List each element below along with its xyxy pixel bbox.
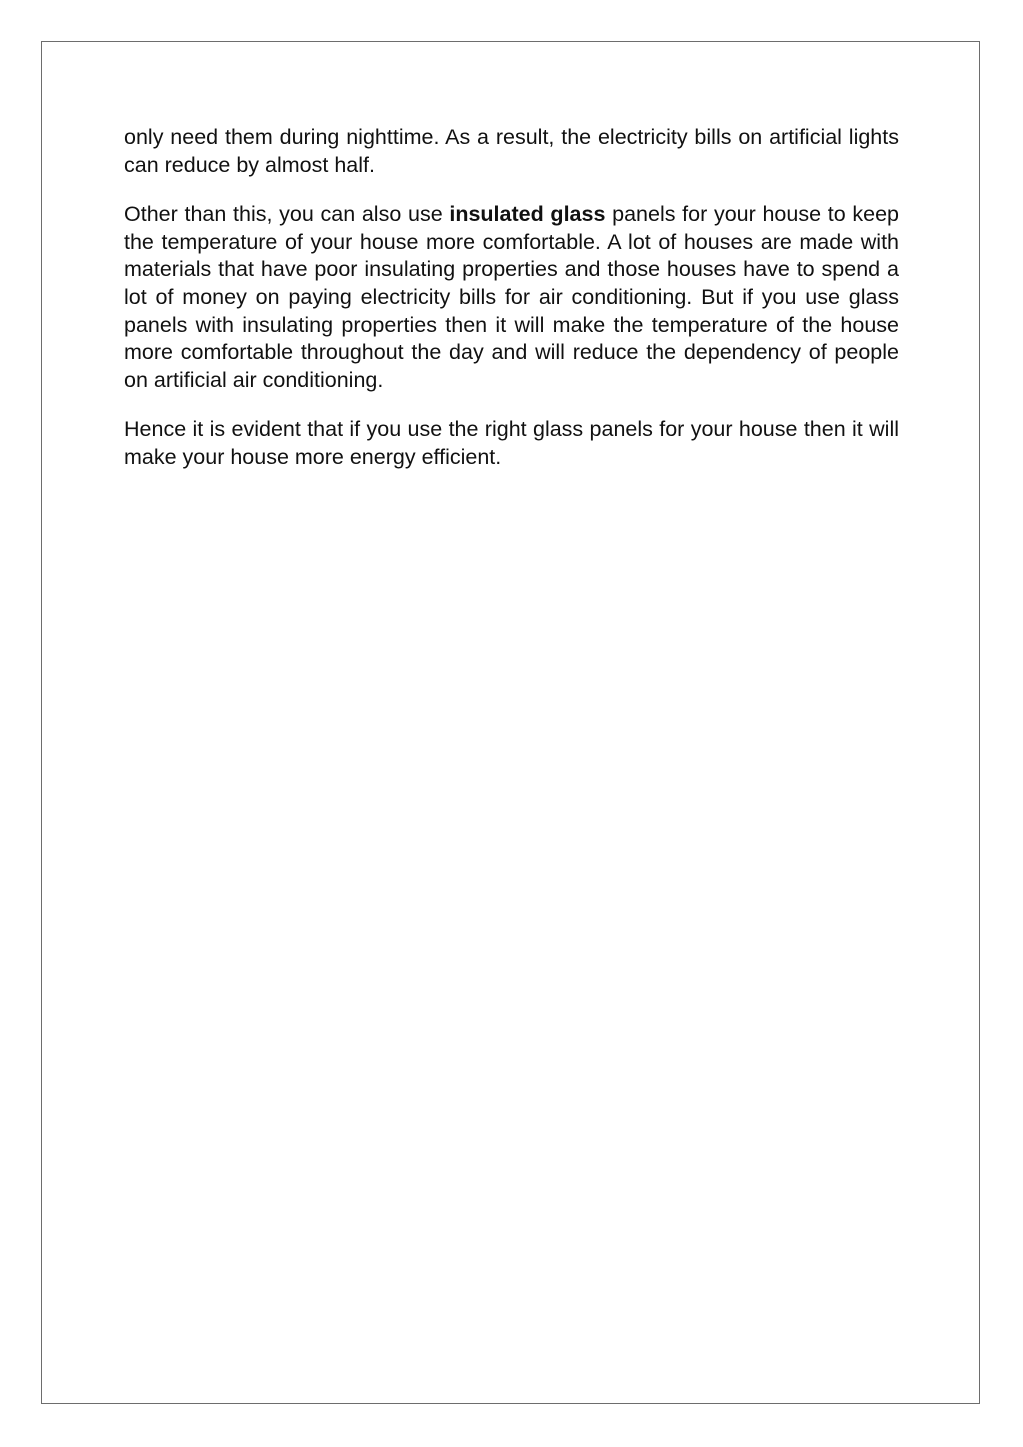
bold-term-insulated-glass: insulated glass (449, 202, 606, 227)
paragraph-2 (124, 201, 899, 394)
paragraph-1 (124, 124, 899, 179)
paragraph-3 (124, 416, 899, 471)
document-body (124, 124, 899, 494)
paragraph-2-text-end: panels for your house to keep the temperature of your house more comfortable. A lot of houses are made with materials that have poor insulating properties and those houses have to spend a lot of money on paying electricity bills for air conditioning. But if you use glass panels with insulating properties then it will make the temperature of the house more comfortable throughout the day and will reduce the dependency of people on artificial air conditioning. (124, 202, 899, 392)
paragraph-3-text: Hence it is evident that if you use the right glass panels for your house then it will make your house more energy efficient. (124, 417, 899, 469)
paragraph-2-text-start: Other than this, you can also use (124, 202, 450, 227)
paragraph-1-text: only need them during nighttime. As a result, the electricity bills on artificial lights can reduce by almost half. (124, 125, 899, 177)
